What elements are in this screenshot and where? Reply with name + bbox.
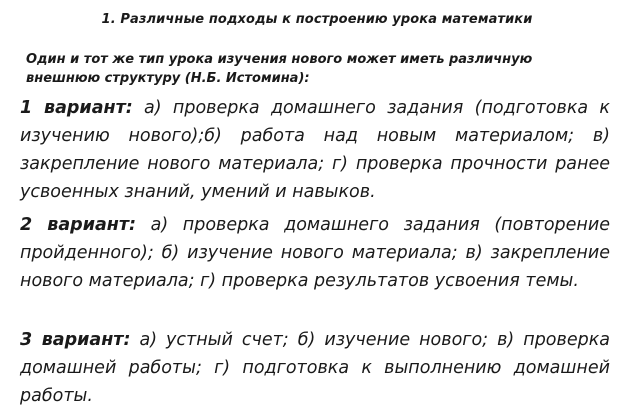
intro-paragraph: Один и тот же тип урока изучения нового может иметь различную внешнюю структуру (Н.Б. Истомина): [26, 52, 533, 86]
variant-2-paragraph [20, 211, 610, 295]
variant-1-label: 1 вариант: [20, 98, 133, 118]
variant-1-paragraph [20, 94, 610, 206]
variant-3-text: а) устный счет; б) изучение нового; в) проверка домашней работы; г) подготовка к выполнению домашней работы. [20, 330, 610, 406]
variant-2-text: а) проверка домашнего задания (повторение пройденного); б) изучение нового материала; в) закрепление нового материала; г) проверка результатов усвоения темы. [20, 215, 611, 291]
variant-1-text: а) проверка домашнего задания (подготовка к изучению нового);б) работа над новым материалом; в) закрепление нового материала; г) проверка прочности ранее усвоенных знаний, умений и навыков. [20, 98, 610, 202]
document-title: 1. Различные подходы к построению урока математики [101, 12, 533, 27]
variant-2-label: 2 вариант: [20, 215, 137, 235]
variant-3-label: 3 вариант: [20, 330, 131, 350]
variant-3-paragraph [20, 326, 610, 410]
